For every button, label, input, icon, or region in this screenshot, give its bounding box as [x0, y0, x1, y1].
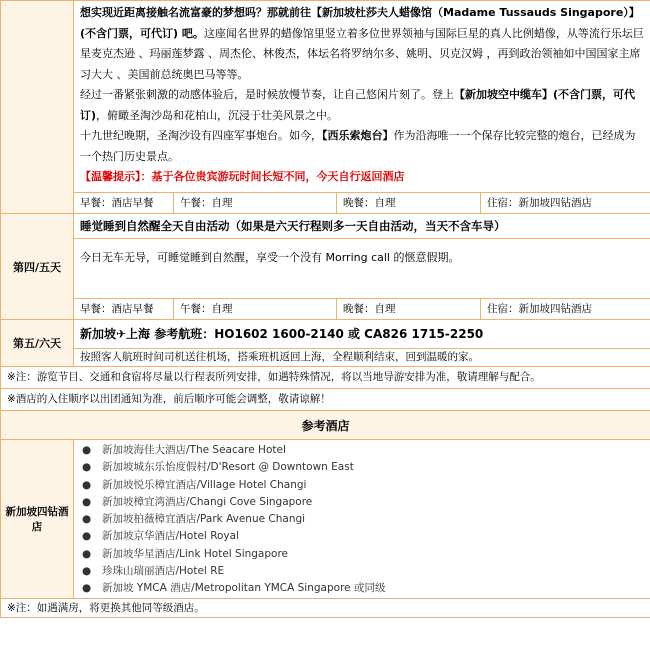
meal-lunch: 午餐：自理	[174, 193, 337, 213]
hotel-name: 新加坡 YMCA 酒店/Metropolitan YMCA Singapore 或同级	[102, 582, 386, 595]
hotel-name: 新加坡京华酒店/Hotel Royal	[102, 530, 240, 543]
meal-dinner: 晚餐：自理	[337, 193, 481, 213]
hotel-list	[74, 440, 650, 598]
bullet-icon: ●	[82, 530, 92, 543]
day3-content	[74, 1, 650, 214]
hotel-item	[82, 546, 650, 563]
meal-breakfast: 早餐：酒店早餐	[74, 193, 174, 213]
day4-row	[1, 214, 650, 320]
bullet-icon: ●	[82, 461, 92, 474]
day4-content	[74, 214, 650, 320]
hotels-list-cell	[74, 440, 650, 599]
day3-paragraph-3: 十九世纪晚期，圣淘沙设有四座军事炮台。如今，【西乐索炮台】作为沿海唯一一个保存比较完整的炮台，已经成为一个热门历史景点。	[80, 129, 636, 163]
notes-row	[1, 367, 650, 411]
day5-row	[1, 320, 650, 367]
hotel-name: 新加坡悦乐樟宜酒店/Village Hotel Changi	[102, 478, 307, 491]
hotels-section-title: 参考酒店	[1, 411, 650, 440]
hotels-category: 新加坡四钻酒店	[1, 440, 74, 599]
bullet-icon: ●	[82, 565, 92, 578]
hotel-item	[82, 477, 650, 494]
day3-label-cell	[1, 1, 74, 214]
hotels-footnote-row	[1, 598, 650, 617]
hotel-name: 新加坡樟宜湾酒店/Changi Cove Singapore	[102, 495, 313, 508]
bullet-icon: ●	[82, 582, 92, 595]
bullet-icon: ●	[82, 478, 92, 491]
hotel-item	[82, 580, 650, 597]
note-1: ※注：游览节目、交通和食宿将尽量以行程表所列安排，如遇特殊情况，将以当地导游安排为准，敬请理解与配合。	[7, 371, 541, 383]
hotels-footnote: ※注：如遇满房，将更换其他同等级酒店。	[1, 598, 650, 617]
hotels-row	[1, 440, 650, 599]
bullet-icon: ●	[82, 444, 92, 456]
note-2: ※酒店的入住顺序以出团通知为准，前后顺序可能会调整，敬请谅解！	[1, 388, 650, 410]
day5-label: 第五/六天	[1, 320, 74, 367]
hotel-name: 新加坡华星酒店/Link Hotel Singapore	[102, 547, 289, 560]
day3-meals	[74, 192, 650, 213]
hotel-item	[82, 563, 650, 580]
day4-title: 睡觉睡到自然醒全天自由活动（如果是六天行程则多一天自由活动，当天不含车导）	[74, 214, 650, 239]
hotel-item	[82, 459, 650, 476]
day5-description: 按照客人航班时间司机送往机场，搭乘班机返回上海，全程顺利结束，回到温暖的家。	[80, 351, 479, 363]
hotel-item	[82, 511, 650, 528]
hotel-name: 新加坡城东乐怡度假村/D'Resort @ Downtown East	[102, 461, 354, 474]
hotel-name: 新加坡海佳大酒店/The Seacare Hotel	[102, 444, 286, 456]
hotel-item	[82, 494, 650, 511]
meal-lunch: 午餐：自理	[174, 299, 337, 319]
meal-breakfast: 早餐：酒店早餐	[74, 299, 174, 319]
day5-content	[74, 320, 650, 367]
day3-row	[1, 1, 650, 214]
bullet-icon: ●	[82, 547, 92, 560]
day4-meals	[74, 298, 650, 319]
day4-label: 第四/五天	[1, 214, 74, 320]
hotel-item	[82, 528, 650, 545]
day3-paragraph-1: 想实现近距离接触名流富豪的梦想吗？那就前往【新加坡杜莎夫人蜡像馆（Madame Tussauds Singapore）】(不含门票，可代订) 吧。这座闻名世界的蜡像馆里竖立着多位世界领袖与国际巨星的真人比例蜡像，从等流行乐坛巨星麦克杰逊 、玛丽莲梦露 、周杰伦、林俊杰，体坛名将罗纳尔多、姚明、贝克汉姆 ，再到政治领袖如中国国家主席习大大 、美国前总统奥巴马等等。	[80, 6, 644, 81]
hotel-name: 新加坡柏薇樟宜酒店/Park Avenue Changi	[102, 513, 306, 526]
day4-description: 今日无车无导，可睡觉睡到自然醒，享受一个没有 Morring call 的惬意假期。	[80, 251, 460, 264]
meal-dinner: 晚餐：自理	[337, 299, 481, 319]
hotel-name: 珍珠山瑞丽酒店/Hotel RE	[102, 565, 225, 578]
hotels-header-row	[1, 411, 650, 440]
day5-title: 新加坡✈上海 参考航班：HO1602 1600-2140 或 CA826 1715-2250	[74, 320, 650, 349]
warm-tip: 【温馨提示】：基于各位贵宾游玩时间长短不同，今天自行返回酒店	[80, 170, 405, 183]
day3-paragraph-2: 经过一番紧张刺激的动感体验后，是时候放慢节奏，让自己悠闲片刻了。登上【新加坡空中缆车】(不含门票，可代订)，俯瞰圣淘沙岛和花柏山，沉浸于壮美风景之中。	[80, 88, 636, 122]
bullet-icon: ●	[82, 513, 92, 526]
meal-lodging: 住宿：新加坡四钻酒店	[487, 303, 592, 315]
bullet-icon: ●	[82, 495, 92, 508]
notes-cell	[1, 367, 650, 411]
meal-lodging: 住宿：新加坡四钻酒店	[487, 197, 592, 209]
hotel-item	[82, 442, 650, 459]
